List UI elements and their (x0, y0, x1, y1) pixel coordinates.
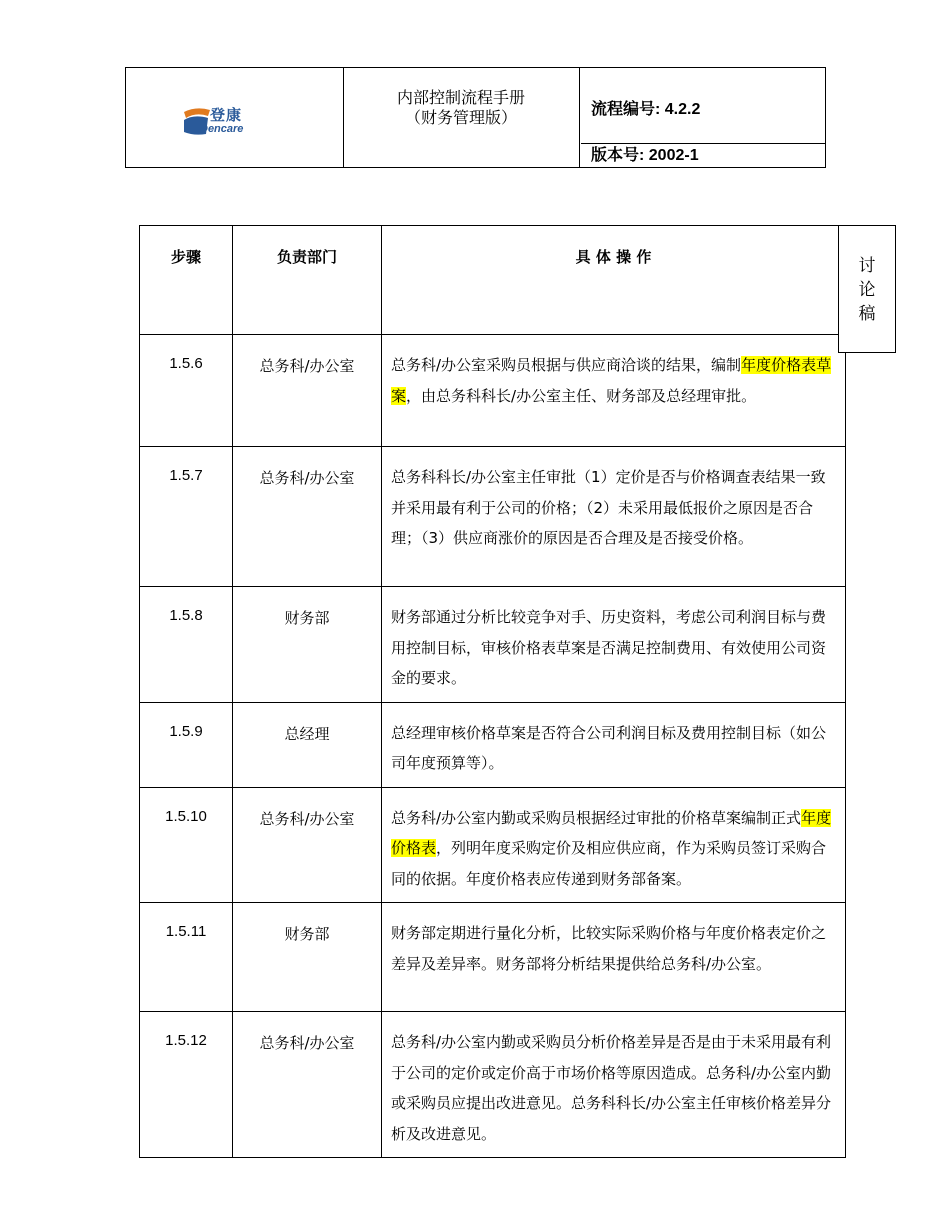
op-text: 总务科/办公室内勤或采购员根据经过审批的价格草案编制正式 (391, 808, 802, 827)
department: 总务科/办公室 (233, 335, 382, 447)
op-text: 总经理审核价格草案是否符合公司利润目标及费用控制目标（如公司年度预算等）。 (391, 723, 827, 772)
table-row (140, 903, 846, 1012)
version-number: 版本号: 2002-1 (591, 147, 699, 164)
logo-sub-text: Dencare (200, 123, 244, 135)
table-row (140, 447, 846, 587)
operation-text (382, 447, 846, 587)
company-logo (182, 106, 274, 138)
table-header-row (140, 226, 846, 335)
table-row (140, 335, 846, 447)
document-header (125, 67, 826, 168)
operation-text (382, 787, 846, 903)
manual-title-line1: 内部控制流程手册 (396, 88, 525, 107)
department: 财务部 (233, 903, 382, 1012)
logo-brand-text: 登康 (210, 106, 243, 124)
operation-text (382, 587, 846, 703)
step-number: 1.5.7 (140, 447, 233, 587)
draft-stamp (838, 225, 896, 353)
logo-cell (126, 68, 344, 167)
header-step: 步骤 (140, 226, 233, 335)
operation-text (382, 702, 846, 787)
highlighted-term: 年度价格表草案 (391, 356, 832, 405)
header-op: 具 体 操 作 (382, 226, 846, 335)
department: 总经理 (233, 702, 382, 787)
stamp-char: 稿 (858, 304, 876, 324)
step-number: 1.5.10 (140, 787, 233, 903)
step-number: 1.5.12 (140, 1012, 233, 1158)
step-number: 1.5.6 (140, 335, 233, 447)
stamp-char: 讨 (858, 256, 876, 276)
op-text: ，由总务科科长/办公室主任、财务部及总经理审批。 (406, 386, 757, 405)
manual-title-line2: （财务管理版） (404, 108, 517, 127)
department: 总务科/办公室 (233, 447, 382, 587)
op-text: ，列明年度采购定价及相应供应商，作为采购员签订采购合同的依据。年度价格表应传递到财务部备案。 (391, 839, 827, 888)
department: 财务部 (233, 587, 382, 703)
step-number: 1.5.8 (140, 587, 233, 703)
department: 总务科/办公室 (233, 1012, 382, 1158)
operation-text (382, 335, 846, 447)
process-number: 流程编号: 4.2.2 (581, 68, 825, 144)
op-text: 总务科科长/办公室主任审批（1）定价是否与价格调查表结果一致并采用最有利于公司的价格；（2）未采用最低报价之原因是否合理；（3）供应商涨价的原因是否合理及是否接受价格。 (391, 468, 826, 547)
procedure-table (139, 225, 846, 1158)
step-number: 1.5.11 (140, 903, 233, 1012)
manual-title (343, 68, 580, 167)
table-row (140, 587, 846, 703)
department: 总务科/办公室 (233, 787, 382, 903)
stamp-char: 论 (858, 280, 876, 300)
table-row (140, 787, 846, 903)
table-row (140, 702, 846, 787)
op-text: 财务部通过分析比较竞争对手、历史资料，考虑公司利润目标与费用控制目标，审核价格表草案是否满足控制费用、有效使用公司资金的要求。 (391, 608, 827, 687)
operation-text (382, 1012, 846, 1158)
header-dept: 负责部门 (233, 226, 382, 335)
op-text: 财务部定期进行量化分析，比较实际采购价格与年度价格表定价之差异及差异率。财务部将分析结果提供给总务科/办公室。 (391, 924, 827, 973)
table-row (140, 1012, 846, 1158)
operation-text (382, 903, 846, 1012)
step-number: 1.5.9 (140, 702, 233, 787)
highlighted-term: 年度价格表 (391, 808, 832, 857)
op-text: 总务科/办公室采购员根据与供应商洽谈的结果，编制 (391, 356, 742, 374)
op-text: 总务科/办公室内勤或采购员分析价格差异是否是由于未采用最有利于公司的定价或定价高于市场价格等原因造成。总务科/办公室内勤或采购员应提出改进意见。总务科科长/办公室主任审核价格差异分析及改进意见。 (391, 1033, 832, 1143)
